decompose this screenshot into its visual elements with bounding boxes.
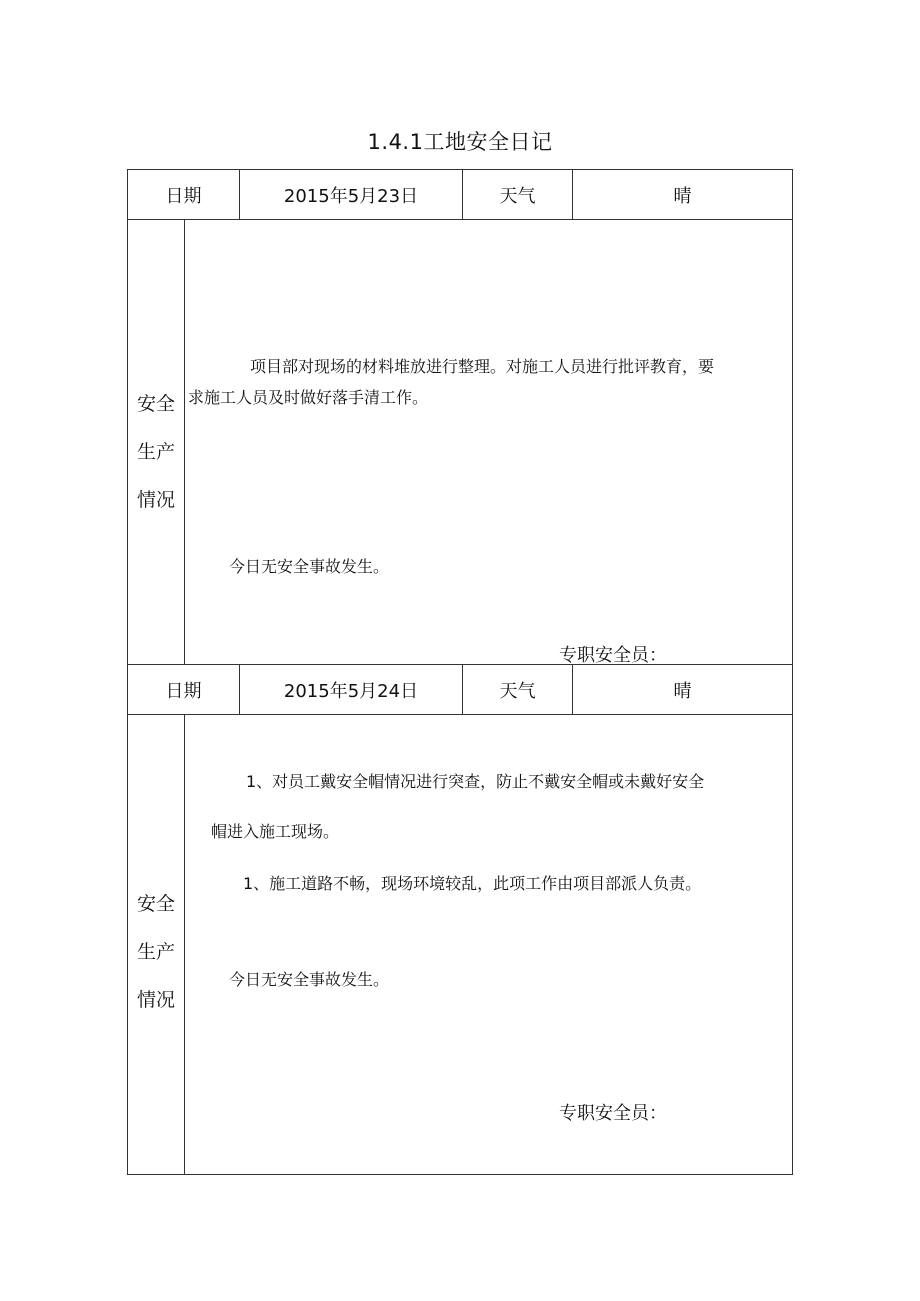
entry-paragraph: 求施工人员及时做好落手清工作。 [188,388,429,407]
entry-paragraph: 1、对员工戴安全帽情况进行突查，防止不戴安全帽或未戴好安全 [246,772,705,791]
date-label: 日期 [165,185,202,207]
weather-label: 天气 [499,185,536,207]
section-label: 安全 生产 情况 [136,893,175,1011]
weather-value: 晴 [673,185,692,207]
safety-officer-label: 专职安全员： [559,1103,667,1124]
entry-paragraph: 帽进入施工现场。 [211,822,340,841]
weather-value: 晴 [673,680,692,702]
row-divider [127,714,793,715]
entry-paragraph: 项目部对现场的材料堆放进行整理。对施工人员进行批评教育，要 [250,357,715,376]
label-col-divider [184,714,185,1175]
no-accident-note: 今日无安全事故发生。 [229,557,390,576]
table-border-bottom [127,1174,793,1175]
entry-paragraph: 1、施工道路不畅，现场环境较乱，此项工作由项目部派人负责。 [243,874,702,893]
safety-officer-label: 专职安全员： [559,645,667,666]
label-col-divider [184,219,185,665]
weather-label: 天气 [499,680,536,702]
page-title: 1.4.1工地安全日记 [367,130,553,154]
date-value: 2015年5月23日 [283,185,419,207]
row-divider [127,219,793,220]
no-accident-note: 今日无安全事故发生。 [229,970,390,989]
table-border-right [792,169,793,1175]
date-value: 2015年5月24日 [283,680,419,702]
section-label: 安全 生产 情况 [136,393,175,511]
date-label: 日期 [165,680,202,702]
